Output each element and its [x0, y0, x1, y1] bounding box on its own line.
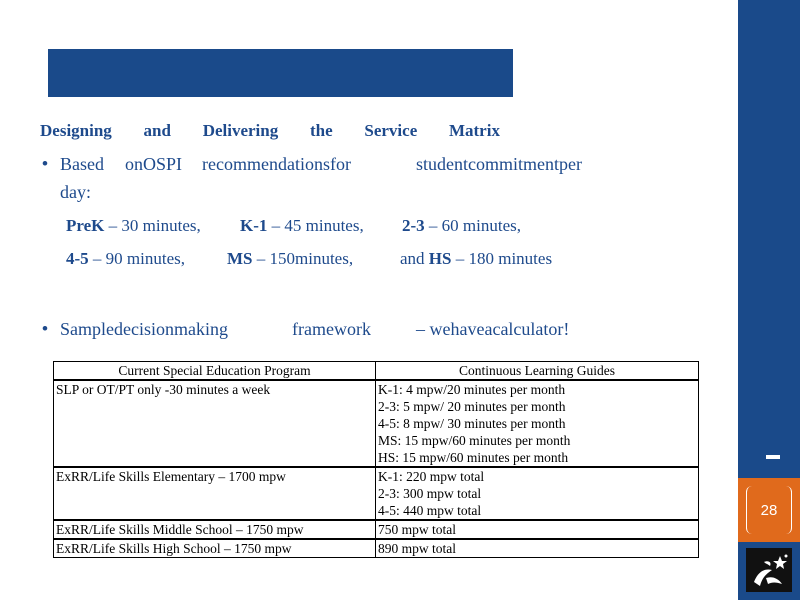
- page-number: 28: [746, 486, 792, 534]
- guide-line: 2-3: 300 mpw total: [378, 486, 482, 501]
- minutes-line-1: [66, 216, 201, 236]
- guide-line: K-1: 220 mpw total: [378, 469, 485, 484]
- grade-value: – 90 minutes,: [92, 249, 186, 268]
- minutes-hs: [400, 249, 552, 269]
- bullet2-word: framework: [292, 319, 371, 339]
- grade-value: – 60 minutes,: [428, 216, 522, 235]
- grade-value: – 45 minutes,: [271, 216, 364, 235]
- heading-word: Service: [364, 121, 418, 140]
- bullet-dot: •: [42, 154, 48, 173]
- program-cell: SLP or OT/PT only -30 minutes a week: [54, 380, 376, 467]
- sidebar-dash: [766, 455, 780, 459]
- guide-line: 750 mpw total: [378, 522, 456, 537]
- table-row: [54, 539, 699, 558]
- bullet1-word: recommendationsfor: [202, 154, 351, 174]
- guide-line: K-1: 4 mpw/20 minutes per month: [378, 382, 566, 397]
- table-header: Current Special Education Program: [54, 362, 376, 381]
- title-bar: [48, 49, 513, 97]
- minutes-k1: [240, 216, 364, 236]
- minutes-23: [402, 216, 521, 236]
- service-matrix-table: [53, 361, 699, 558]
- guide-line: 4-5: 440 mpw total: [378, 503, 482, 518]
- heading-word: and: [143, 121, 171, 140]
- grade-label: HS: [428, 249, 452, 268]
- bullet1-word: Based: [60, 154, 104, 174]
- heading-word: Matrix: [448, 121, 500, 140]
- bullet2-word: – wehaveacalculator!: [416, 319, 570, 339]
- minutes-45: [66, 249, 185, 269]
- guide-line: 4-5: 8 mpw/ 30 minutes per month: [378, 416, 566, 431]
- grade-label: 4-5: [66, 249, 89, 268]
- grade-label: 2-3: [402, 216, 425, 235]
- grade-label: PreK: [66, 216, 105, 235]
- guide-line: MS: 15 mpw/60 minutes per month: [378, 433, 571, 448]
- bullet1-word: studentcommitmentper: [416, 154, 582, 174]
- grade-value: – 30 minutes,: [108, 216, 201, 235]
- guides-cell: [376, 380, 699, 467]
- guide-line: HS: 15 mpw/60 minutes per month: [378, 450, 569, 465]
- table-row: [54, 467, 699, 520]
- grade-label: K-1: [240, 216, 268, 235]
- table-header: Continuous Learning Guides: [376, 362, 699, 381]
- program-cell: ExRR/Life Skills Middle School – 1750 mpw: [54, 520, 376, 539]
- grade-value: – 150minutes,: [256, 249, 354, 268]
- star-figure-icon: [746, 548, 792, 592]
- guides-cell: [376, 467, 699, 520]
- table-row: [54, 380, 699, 467]
- guides-cell: [376, 539, 699, 558]
- bullet-dot: •: [42, 319, 48, 338]
- program-cell: ExRR/Life Skills Elementary – 1700 mpw: [54, 467, 376, 520]
- grade-value: – 180 minutes: [455, 249, 553, 268]
- heading-word: Designing: [40, 121, 112, 140]
- bullet1-line2: day:: [60, 182, 91, 202]
- bullet2-word: Sampledecisionmaking: [60, 319, 228, 339]
- guides-cell: [376, 520, 699, 539]
- heading-word: the: [309, 121, 333, 140]
- guide-line: 890 mpw total: [378, 541, 456, 556]
- heading-word: Delivering: [202, 121, 279, 140]
- and-word: and: [400, 249, 425, 268]
- bullet1-word: onOSPI: [125, 154, 183, 174]
- program-cell: ExRR/Life Skills High School – 1750 mpw: [54, 539, 376, 558]
- logo: [746, 548, 792, 592]
- grade-label: MS: [227, 249, 253, 268]
- table-row: [54, 520, 699, 539]
- guide-line: 2-3: 5 mpw/ 20 minutes per month: [378, 399, 566, 414]
- table-header-row: [54, 362, 699, 381]
- slide-heading: [40, 121, 500, 141]
- minutes-ms: [227, 249, 353, 269]
